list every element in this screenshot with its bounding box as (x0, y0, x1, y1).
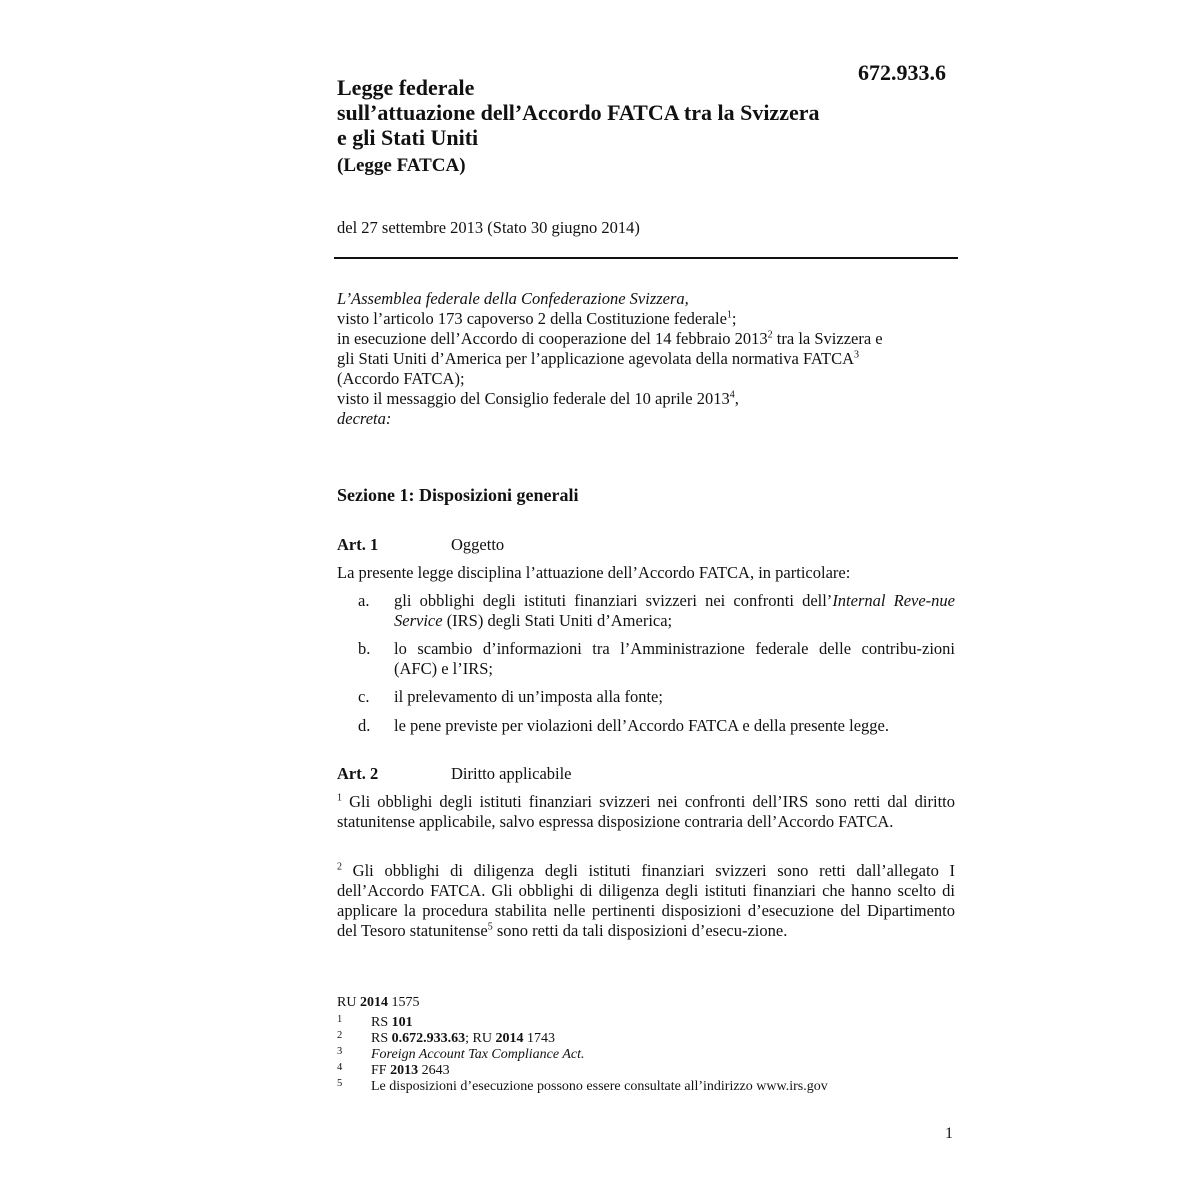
item-text: le pene previste per violazioni dell’Accordo FATCA e della presente legge. (394, 716, 889, 735)
section-1-heading: Sezione 1: Disposizioni generali (337, 485, 579, 505)
preamble-decreta: decreta: (337, 409, 392, 428)
title-line-1: Legge federale (337, 75, 475, 100)
header-rule (334, 257, 958, 259)
preamble-line-2: in esecuzione dell’Accordo di cooperazione del 14 febbraio 2013$^2$ tra la Svizzera e (337, 329, 883, 348)
preamble-line-3: gli Stati Uniti d’America per l’applicazione agevolata della normativa FATCA$^3$ (337, 349, 859, 368)
preamble-line-1: visto l’articolo 173 capoverso 2 della Costituzione federale$^1$; (337, 309, 737, 328)
sr-number: 672.933.6 (858, 60, 946, 85)
art-2-paragraph-1: $^1$ Gli obblighi degli istituti finanziari svizzeri nei confronti dell’IRS sono retti dal diritto statunitense applicabile, salvo espressa disposizione contraria dell’Accordo FATCA. (337, 792, 955, 831)
art-1-number: Art. 1 (337, 535, 379, 554)
item-label: c. (358, 687, 370, 706)
preamble-assembly: L’Assemblea federale della Confederazione Svizzera, (337, 289, 689, 308)
document-subtitle: (Legge FATCA) (337, 155, 466, 176)
item-label: d. (358, 716, 371, 735)
footnote-ref-2[interactable]: 2 (767, 329, 773, 341)
art-1-title: Oggetto (451, 535, 505, 554)
art-1-intro: La presente legge disciplina l’attuazione dell’Accordo FATCA, in particolare: (337, 563, 851, 582)
preamble (337, 289, 958, 429)
art-2-title: Diritto applicabile (451, 764, 572, 783)
art-2-number: Art. 2 (337, 764, 379, 783)
title-line-3: e gli Stati Uniti (337, 125, 479, 150)
document-date: del 27 settembre 2013 (Stato 30 giugno 2014) (337, 218, 640, 237)
item-label: b. (358, 639, 371, 658)
page-number: 1 (945, 1125, 953, 1142)
preamble-line-4: (Accordo FATCA); (337, 369, 465, 388)
item-label: a. (358, 591, 370, 610)
preamble-line-5: visto il messaggio del Consiglio federale del 10 aprile 2013$^4$, (337, 389, 739, 408)
footnote-ref-1[interactable]: 1 (726, 309, 732, 321)
item-text: il prelevamento di un’imposta alla fonte; (394, 687, 663, 706)
footnote-ref-3[interactable]: 3 (854, 349, 859, 361)
ru-reference: RU 2014 1575 (337, 995, 420, 1010)
footnote-ref-5[interactable]: 5 (487, 921, 493, 933)
document-title (337, 75, 820, 150)
item-text: lo scambio d’informazioni tra l’Amministrazione federale delle contribu-zioni (AFC) e l’IRS; (394, 639, 955, 678)
art-2-paragraph-2: $^2$ Gli obblighi di diligenza degli istituti finanziari svizzeri sono retti dall’allegato I dell’Accordo FATCA. Gli obblighi di diligenza degli istituti finanziari che hanno scelto di applicare la procedura stabilita nelle pertinenti disposizioni d’esecuzione del Dipartimento del Tesoro statunitense$^5$ sono retti da tali disposizioni d’esecu-zione. (337, 861, 955, 940)
title-line-2: sull’attuazione dell’Accordo FATCA tra la Svizzera (337, 100, 820, 125)
footnote-ref-4[interactable]: 4 (729, 389, 735, 401)
item-text: gli obblighi degli istituti finanziari svizzeri nei confronti dell’Internal Reve-nue Service (IRS) degli Stati Uniti d’America; (394, 591, 956, 630)
